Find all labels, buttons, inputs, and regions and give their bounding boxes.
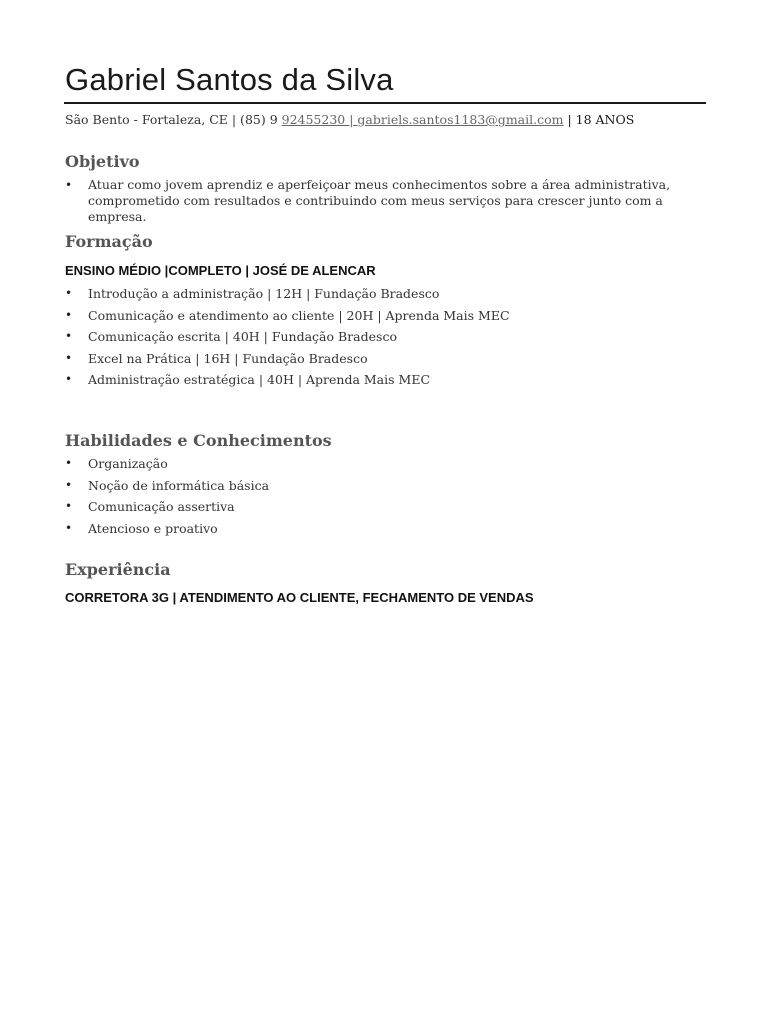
section-title-experiencia: Experiência (65, 560, 171, 579)
objetivo-list (65, 177, 715, 232)
list-item: • Administração estratégica | 40H | Aprenda Mais MEC (65, 372, 431, 387)
contact-line (65, 112, 634, 127)
contact-location-phone: São Bento - Fortaleza, CE | (85) 9 (65, 112, 282, 127)
list-item: • Comunicação escrita | 40H | Fundação Bradesco (65, 329, 397, 344)
list-item: • Atencioso e proativo (65, 520, 218, 536)
bullet-icon: • (65, 520, 73, 535)
bullet-icon: • (65, 477, 73, 492)
formacao-courses-list (65, 286, 715, 394)
bullet-icon: • (65, 307, 73, 322)
bullet-icon: • (65, 350, 73, 365)
bullet-icon: • (65, 329, 73, 343)
section-title-formacao: Formação (65, 232, 153, 251)
list-item: • Introdução a administração | 12H | Fundação Bradesco (65, 286, 440, 301)
formacao-education-subhead: ENSINO MÉDIO |COMPLETO | JOSÉ DE ALENCAR (65, 263, 376, 278)
bullet-icon: • (65, 499, 73, 513)
contact-email-link[interactable]: 92455230 | gabriels.santos1183@gmail.com (281, 112, 564, 127)
list-item: • Noção de informática básica (65, 477, 270, 493)
habilidades-list (65, 456, 715, 542)
candidate-name: Gabriel Santos da Silva (65, 62, 394, 97)
bullet-icon: • (65, 372, 73, 386)
experiencia-job-subhead: CORRETORA 3G | ATENDIMENTO AO CLIENTE, FECHAMENTO DE VENDAS (65, 590, 534, 605)
bullet-icon: • (65, 286, 73, 300)
bullet-icon: • (65, 178, 73, 192)
list-item: • Comunicação assertiva (65, 499, 235, 514)
header-divider (64, 102, 706, 104)
section-title-habilidades: Habilidades e Conhecimentos (65, 431, 332, 450)
section-title-objetivo: Objetivo (65, 152, 140, 171)
list-item: • Comunicação e atendimento ao cliente | 20H | Aprenda Mais MEC (65, 307, 510, 323)
list-item: • Excel na Prática | 16H | Fundação Bradesco (65, 350, 368, 366)
bullet-icon: • (65, 456, 73, 470)
list-item: • Organização (65, 456, 168, 471)
contact-age: | 18 ANOS (563, 112, 635, 127)
list-item: • Atuar como jovem aprendiz e aperfeiçoar meus conhecimentos sobre a área administrativa, comprometido com resultados e contribuindo com meus serviços para crescer junto com a empresa. (65, 177, 671, 224)
